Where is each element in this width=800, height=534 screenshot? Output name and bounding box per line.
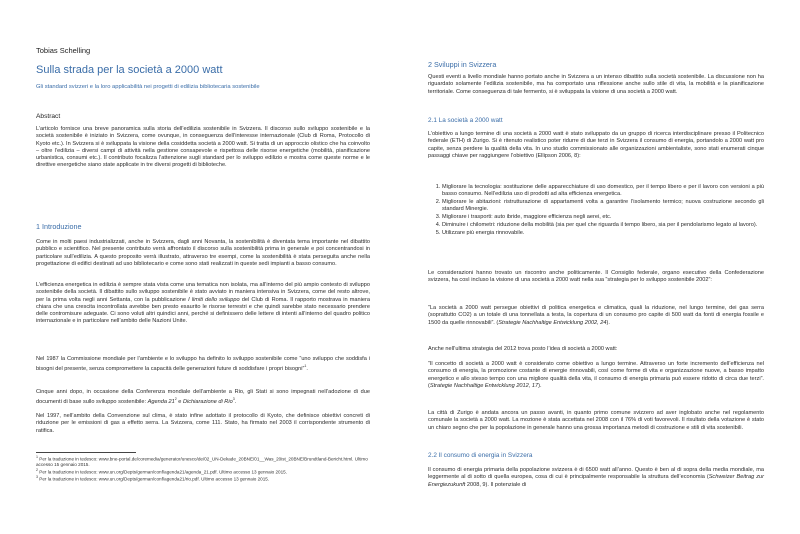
key-steps-list — [428, 184, 764, 237]
section-1-paragraph-4-block — [36, 389, 370, 406]
section-2-1-paragraph-3-block — [428, 346, 764, 353]
abstract-heading: Abstract — [36, 113, 61, 120]
section-1-heading: 1 Introduzione — [36, 222, 82, 231]
quote-1 — [428, 305, 764, 327]
article-title: Sulla strada per la società a 2000 watt — [36, 64, 223, 76]
text-run: ). — [538, 382, 542, 389]
list-item: 2. Migliorare le abitazioni: ristrutturazione di appartamenti volta a garantire l’isolamento termico; nuova costruzione secondo gli standard Minergie. — [442, 199, 764, 214]
section-2-1-paragraph-1-block — [428, 131, 764, 160]
footnotes — [36, 455, 370, 483]
section-1-paragraph-3-block — [36, 356, 370, 373]
section-1-paragraph-5-block — [36, 413, 370, 435]
text-run: L’efficienza energetica in edilizia è sempre stata vista come una tematica non isolata, ma all’interno del più ampio contesto di sviluppo sostenibile della società. Il dibattito sullo sviluppo sostenibile è stato avviato in maniera intensiva in Svizzera, come del resto altrove, per la prima volta negli anni Settanta, con la pubblicazione — [36, 282, 370, 303]
section-2 — [428, 60, 764, 69]
section-2-1-paragraph-3: Anche nell’ultima strategia del 2012 trova posto l’idea di società a 2000 watt: — [428, 346, 618, 352]
footnote-ref[interactable]: 3 — [232, 397, 235, 402]
citation-source: Strategie Nachhaltige Entwicklung 2012, 17 — [429, 382, 539, 389]
text-run: Il consumo di energia primaria della popolazione svizzera è di 6500 watt all’anno. Questo è ben al di sopra della media mondiale, ma leggermente al di sotto di quella europea, cosa di cui è principalmente responsabile la struttura dell’economia ( — [428, 467, 764, 481]
text-run: “Il concetto di società a 2000 watt è considerato come obiettivo a lungo termine. Attraverso un forte incremento dell’efficienza nel consumo di energia, la promozione costante di energie rinnovabili, così come forme di vita e organizzazione nuove, a basso impatto energetico e allo stesso tempo con una migliore qualità della vita, il consumo di energia primaria può essere ridotto di circa due terzi”. ( — [428, 361, 764, 389]
text-run: . — [306, 366, 308, 373]
citation-source: Schweizer Beitrag zur Energiezukunft — [428, 474, 764, 488]
section-2-2-paragraph-1-block — [428, 467, 764, 489]
abstract-block — [36, 126, 370, 170]
article-subtitle: Gli standard svizzeri e la loro applicabilità nei progetti di edilizia bibliotecaria sostenibile — [36, 84, 260, 90]
footnote-ref[interactable]: 1 — [304, 364, 307, 369]
section-2-2-paragraph-1 — [428, 467, 764, 489]
section-2-2 — [428, 452, 764, 459]
quote-2 — [428, 361, 764, 390]
footnote-text: Per la traduzione in tedesco: www.bne-portal.de/coremedia/generator/unesco/de/02_UN-Dekade_20BNE/01__Was_20ist_20BNE/Brundtland-Bericht.html. Ultimo accesso 15 gennaio 2015. — [36, 456, 368, 468]
list-item: 3. Migliorare i trasporti: auto ibride, maggiore efficienza negli aerei, etc. — [442, 214, 764, 221]
section-1-paragraph-5: Nel 1997, nell’ambito della Convenzione sul clima, è stato infine adottato il protocollo di Kyoto, che definisce obiettivi concreti di riduzione per le emissioni di gas a effetto serra. La Svizzera, come 111. Stato, ha firmato nel 2003 il corrispondente strumento di ratifica. — [36, 413, 370, 434]
list-item: 5. Utilizzare più energia rinnovabile. — [442, 230, 764, 237]
section-1 — [36, 222, 370, 231]
footnote — [36, 455, 370, 468]
footnote-text: Per la traduzione in tedesco: www.un.org/Depts/german/conf/agenda21/agenda_21.pdf. Ultimo accesso 13 gennaio 2015. — [39, 469, 287, 475]
footnote-text: Per la traduzione in tedesco: www.un.org/Depts/german/conf/agenda21/rio.pdf. Ultimo accesso 13 gennaio 2015. — [39, 476, 270, 482]
text-run: . — [234, 399, 237, 406]
section-2-1-paragraph-2-block — [428, 270, 764, 285]
footnote-ref[interactable]: 2 — [174, 397, 177, 402]
quote-2-block — [428, 361, 764, 390]
key-steps-list-block — [428, 184, 764, 238]
abstract-text: L’articolo fornisce una breve panoramica sulla storia dell’edilizia sostenibile in Svizzera. Il discorso sullo sviluppo sostenibile e la società sostenibile è iniziato in Svizzera, come ovunque, in conseguenza dell’interesse internazionale (Club di Roma, Protocollo di Kyoto etc.). In Svizzera si è sviluppata la visione della cosiddetta società a 2000 watt. Si tratta di un approccio olistico che ha coinvolto – oltre l’edilizia – diversi campi di attività nella gestione consapevole e rispettosa delle risorse energetiche (mobilità, pianificazione urbanistica, consumi etc.). Il contributo focalizza l’attenzione sugli standard per lo sviluppo edilizio e mostra come queste norme e le direttive energetiche siano state applicate in tre diversi progetti di biblioteche. — [36, 126, 370, 169]
section-1-paragraph-2-block — [36, 282, 370, 326]
section-2-1-heading: 2.1 La società a 2000 watt — [428, 117, 503, 124]
list-item: 1. Migliorare la tecnologia: sostituzione delle apparecchiature di uso domestico, per il tempo libero e per il lavoro con versioni a più basso consumo. Nell’edilizia uso di prodotti ad alta efficienza energetica. — [442, 184, 764, 199]
list-item: 4. Diminuire i chilometri: riduzione della mobilità (sia per quel che riguarda il tempo libero, sia per il pendolarismo legato al lavoro). — [442, 222, 764, 229]
section-1-paragraph-3 — [36, 356, 370, 373]
section-2-heading: 2 Sviluppi in Svizzera — [428, 60, 497, 69]
text-run: 2008, 9). Il potenziale di — [465, 481, 527, 488]
footnote — [36, 468, 370, 475]
section-2-1 — [428, 117, 764, 124]
text-run: ). — [606, 319, 610, 326]
section-1-paragraph-2 — [36, 282, 370, 326]
section-1-paragraph-1: Come in molti paesi industrializzati, anche in Svizzera, dagli anni Novanta, la sostenibilità è diventata tema importante nel dibattito pubblico e scientifico. Nel presente contributo verrà affrontato il discorso sulla sostenibilità prima in generale e poi concentrandosi in particolare sull’edilizia. A questo proposito verrà illustrato, attraverso tre esempi, come la sostenibilità è stata perseguita anche nella progettazione di edifici destinati ad uso bibliotecario e come sono stati realizzati in queste sedi impianti a basso consumo. — [36, 239, 370, 267]
section-2-intro: Questi eventi a livello mondiale hanno portato anche in Svizzera a un intenso dibattito sulla società sostenibile. La discussione non ha riguardato solamente l’edilizia sostenibile, ma ha comportato una riflessione anche sullo stile di vita, la mobilità e la pianificazione territoriale. Come conseguenza di tale fermento, si è sviluppata la visione di una società a 2000 watt. — [428, 74, 764, 95]
footnote-separator — [36, 452, 136, 453]
section-2-2-heading: 2.2 Il consumo di energia in Svizzera — [428, 452, 533, 459]
text-run: Cinque anni dopo, in occasione della Conferenza mondiale dell’ambiente a Rio, gli Stati si sono impegnati nell’adozione di due documenti di base sullo sviluppo sostenibile: — [36, 389, 370, 406]
text-run: “La società a 2000 watt persegue obiettivi di politica energetica e climatica, quali la riduzione, nel lungo termine, dei gas serra (soprattutto CO2) a un totale di una tonnellata a testa, la copertura di un consumo pro capite di 500 watt da fonti di energia fossile e 1500 da quelle rinnovabili”. ( — [428, 305, 764, 326]
footnote — [36, 475, 370, 482]
section-2-1-paragraph-4: La città di Zurigo è andata ancora un passo avanti, in quanto primo comune svizzero ad aver inglobato anche nel regolamento comunale la società a 2000 watt. La mozione è stata accettata nel 2008 con il 76% di voti favorevoli. Il risultato della votazione è stato un chiaro segno che per la popolazione in generale hanno una grossa importanza metodi di costruzione e stili di vita sostenibili. — [428, 410, 764, 431]
text-run: Nel 1987 la Commissione mondiale per l’ambiente e lo sviluppo ha definito lo sviluppo sostenibile come “uno sviluppo che soddisfa i bisogni del presente, senza compromettere la capacità delle generazioni future di soddisfare i propri bisogni” — [36, 356, 370, 373]
footnote-number: 2 — [36, 468, 38, 473]
text-run: e — [176, 399, 183, 406]
text-run: del Club di Roma. Il rapporto mostrava in maniera chiara che una crescita incontrollata avrebbe ben presto esaurito le risorse terrestri e che quindi sarebbe stato necessario prendere delle contromisure adeguate. Ci sono voluti altri quindici anni, perché si definissero delle lettere di intenti all’interno del quadro politico internazionale e in particolare nell’ambito delle Nazioni Unite. — [36, 296, 370, 325]
section-1-paragraph-4 — [36, 389, 370, 406]
section-2-1-paragraph-1: L’obiettivo a lungo termine di una società a 2000 watt è stato sviluppato da un gruppo di ricerca interdisciplinare presso il Politecnico federale (ETH) di Zurigo. Si è ritenuto realistico poter ridurre di due terzi in Svizzera il consumo di energia, portandolo a 2000 watt pro capite, senza perdere la qualità della vita. In uno studio commissionato alle organizzazioni ambientaliste, sono stati enumerati cinque passaggi chiave per raggiungere l’obiettivo (Ellipson 2006, 8): — [428, 131, 764, 159]
italic-doc-title: Dichiarazione di Rio — [182, 399, 233, 406]
section-2-intro-block — [428, 74, 764, 96]
author-name: Tobias Schelling — [36, 46, 91, 55]
italic-doc-title: Agenda 21 — [147, 399, 175, 406]
section-1-paragraph-1-block — [36, 239, 370, 268]
section-2-1-paragraph-2: Le considerazioni hanno trovato un riscontro anche politicamente. Il Consiglio federale, organo esecutivo della Confederazione svizzera, ha così incluso la visione di una società a 2000 watt nella sua “strategia per lo sviluppo sostenibile 2002”: — [428, 270, 764, 284]
citation-source: Strategie Nachhaltige Entwicklung 2002, 24 — [498, 319, 607, 326]
footnote-number: 3 — [36, 475, 38, 480]
quote-1-block — [428, 305, 764, 327]
section-2-1-paragraph-4-block — [428, 410, 764, 432]
italic-book-title: I limiti dello sviluppo — [188, 296, 240, 303]
footnote-number: 1 — [36, 455, 38, 459]
